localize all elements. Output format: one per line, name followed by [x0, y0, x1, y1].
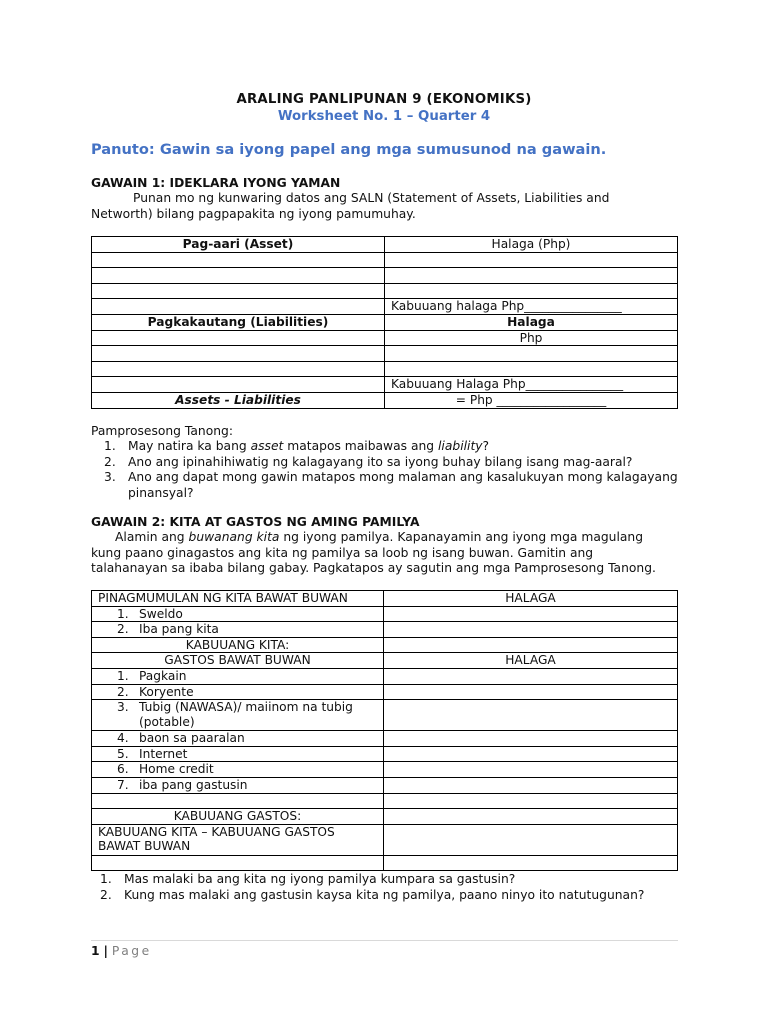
- table-row: [92, 777, 678, 793]
- gawain1-questions-title: Pamprosesong Tanong:: [91, 424, 233, 438]
- gawain1-question-list: [104, 439, 684, 501]
- income-item: 1. Sweldo: [117, 606, 183, 621]
- table-row: [92, 314, 678, 330]
- gawain1-description: [91, 191, 681, 222]
- table-row: [92, 653, 678, 669]
- liabilities-value-unit: Php: [385, 330, 678, 346]
- gawain2-description: Alamin ang buwanang kita ng iyong pamilya. Kapanayamin ang iyong mga magulang kung paano ginagastos ang kita ng pamilya sa loob ng isang buwan. Gamitin ang talahanayan sa ibaba bilang gabay. Pagkatapos ay sagutin ang mga Pamprosesong Tanong.: [91, 530, 656, 575]
- expense-item: 6. Home credit: [117, 762, 214, 777]
- page-label: Page: [111, 944, 152, 958]
- liabilities-header: Pagkakautang (Liabilities): [92, 314, 385, 330]
- table-row: [92, 346, 678, 362]
- liabilities-value-header: Halaga: [385, 314, 678, 330]
- asset-header: Pag-aari (Asset): [92, 237, 385, 253]
- table-row: [92, 824, 678, 855]
- document-title: ARALING PANLIPUNAN 9 (EKONOMIKS): [236, 92, 532, 107]
- income-header: PINAGMUMULAN NG KITA BAWAT BUWAN: [92, 591, 384, 607]
- table-row: [92, 731, 678, 747]
- income-total-label: KABUUANG KITA:: [92, 637, 384, 653]
- liability-cell[interactable]: [92, 361, 385, 377]
- expense-value-header: HALAGA: [384, 653, 678, 669]
- liability-cell[interactable]: [92, 377, 385, 393]
- expense-total-label: KABUUANG GASTOS:: [92, 809, 384, 825]
- page-number: 1: [91, 944, 100, 958]
- table-row: [92, 392, 678, 408]
- table-row: [92, 299, 678, 315]
- list-item: 2. Ano ang ipinahihiwatig ng kalagayang ito sa iyong buhay bilang isang mag-aaral?: [104, 454, 633, 469]
- gawain1-desc-line2: Networth) bilang pagpapakita ng iyong pamumuhay.: [91, 206, 416, 221]
- income-value-header: HALAGA: [384, 591, 678, 607]
- expense-header: GASTOS BAWAT BUWAN: [92, 653, 384, 669]
- table-row: [92, 809, 678, 825]
- liability-cell[interactable]: [92, 330, 385, 346]
- expense-value-cell[interactable]: [384, 668, 678, 684]
- expense-item: 3. Tubig (NAWASA)/ maiinom na tubig (potable): [117, 700, 353, 729]
- instruction-text: Panuto: Gawin sa iyong papel ang mga sumusunod na gawain.: [91, 141, 607, 158]
- networth-label: Assets - Liabilities: [92, 392, 385, 408]
- expense-value-cell[interactable]: [384, 762, 678, 778]
- table-row: [92, 622, 678, 638]
- table-row: [92, 746, 678, 762]
- expense-value-cell[interactable]: [384, 793, 678, 809]
- list-item: 3. Ano ang dapat mong gawin matapos mong malaman ang kasalukuyan mong kalagayang pinansyal?: [104, 470, 678, 500]
- table-row: [92, 330, 678, 346]
- gawain1-heading: GAWAIN 1: IDEKLARA IYONG YAMAN: [91, 176, 341, 190]
- liability-cell[interactable]: [92, 346, 385, 362]
- expense-cell[interactable]: [92, 793, 384, 809]
- expense-total-cell[interactable]: [384, 809, 678, 825]
- expense-item: 4. baon sa paaralan: [117, 731, 245, 746]
- table-row: [92, 377, 678, 393]
- table-row: [92, 606, 678, 622]
- table-row: [92, 684, 678, 700]
- expense-item: 2. Koryente: [117, 684, 194, 699]
- income-expense-table: [91, 590, 678, 871]
- table-row: [92, 793, 678, 809]
- expense-item: 5. Internet: [117, 746, 188, 761]
- table-row: [92, 252, 678, 268]
- footer-divider: [91, 940, 678, 941]
- networth-value: = Php __________________: [385, 392, 678, 408]
- net-value-cell[interactable]: [384, 824, 678, 855]
- asset-value-cell[interactable]: [385, 252, 678, 268]
- table-row: [92, 700, 678, 731]
- gawain1-desc-line1: Punan mo ng kunwaring datos ang SALN (Statement of Assets, Liabilities and: [133, 191, 610, 205]
- liability-value-cell[interactable]: [385, 346, 678, 362]
- table-row: [92, 361, 678, 377]
- gawain2-question-list: [100, 872, 680, 903]
- blank-value-cell[interactable]: [384, 855, 678, 871]
- table-row: [92, 637, 678, 653]
- list-item: 1. May natira ka bang asset matapos maibawas ang liability?: [104, 439, 490, 453]
- asset-cell[interactable]: [92, 252, 385, 268]
- expense-value-cell[interactable]: [384, 684, 678, 700]
- asset-cell[interactable]: [92, 283, 385, 299]
- income-value-cell[interactable]: [384, 606, 678, 622]
- table-row: [92, 668, 678, 684]
- income-item: 2. Iba pang kita: [117, 622, 219, 637]
- expense-value-cell[interactable]: [384, 731, 678, 747]
- table-row: [92, 855, 678, 871]
- table-row: [92, 237, 678, 253]
- expense-value-cell[interactable]: [384, 777, 678, 793]
- liability-value-cell[interactable]: [385, 361, 678, 377]
- asset-cell[interactable]: [92, 268, 385, 284]
- expense-value-cell[interactable]: [384, 746, 678, 762]
- saln-table: [91, 236, 678, 409]
- gawain2-heading: GAWAIN 2: KITA AT GASTOS NG AMING PAMILYA: [91, 515, 420, 529]
- table-row: [92, 283, 678, 299]
- table-row: [92, 591, 678, 607]
- table-row: [92, 268, 678, 284]
- expense-item: 1. Pagkain: [117, 668, 187, 683]
- asset-cell[interactable]: [92, 299, 385, 315]
- asset-value-cell[interactable]: [385, 283, 678, 299]
- asset-total: Kabuuang halaga Php________________: [385, 299, 678, 315]
- income-total-cell[interactable]: [384, 637, 678, 653]
- asset-value-header: Halaga (Php): [385, 237, 678, 253]
- liabilities-total: Kabuuang Halaga Php________________: [385, 377, 678, 393]
- page-footer: [91, 944, 152, 958]
- asset-value-cell[interactable]: [385, 268, 678, 284]
- list-item: 2. Kung mas malaki ang gastusin kaysa kita ng pamilya, paano ninyo ito natutugunan?: [100, 887, 645, 902]
- table-row: [92, 762, 678, 778]
- net-label: KABUUANG KITA – KABUUANG GASTOS BAWAT BUWAN: [92, 824, 384, 855]
- income-value-cell[interactable]: [384, 622, 678, 638]
- worksheet-subtitle: Worksheet No. 1 – Quarter 4: [277, 109, 491, 124]
- expense-item: 7. iba pang gastusin: [117, 777, 248, 792]
- footer-separator: |: [103, 944, 108, 958]
- expense-value-cell[interactable]: [384, 700, 678, 731]
- list-item: 1. Mas malaki ba ang kita ng iyong pamilya kumpara sa gastusin?: [100, 872, 516, 886]
- blank-cell[interactable]: [92, 855, 384, 871]
